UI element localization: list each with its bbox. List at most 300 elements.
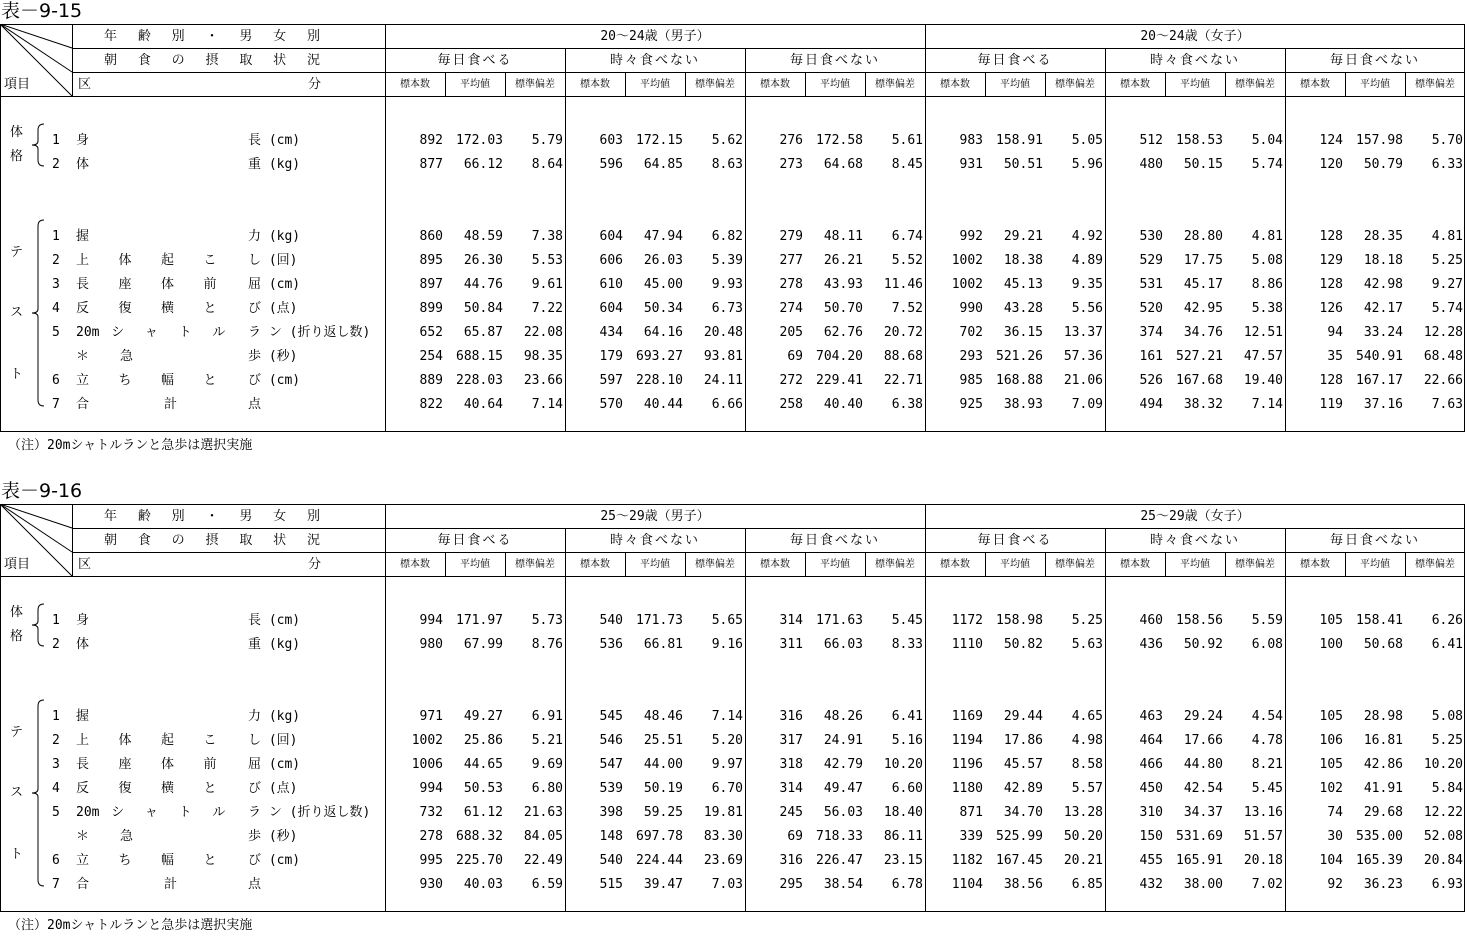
subheader: 標準偏差 [695,79,735,90]
data-cell: 718.33 [816,829,863,844]
data-cell: 172.03 [456,133,503,148]
row-unit: 点 [248,877,262,892]
data-cell: 12.22 [1423,805,1463,820]
row-label-char: シ [111,805,125,820]
header-rule [72,528,1465,529]
table-block [0,480,1466,948]
data-cell: 168.88 [996,373,1043,388]
data-cell: 4.81 [1251,229,1283,244]
data-cell: 930 [419,877,443,892]
data-cell: 6.70 [711,781,743,796]
data-cell: 994 [419,781,443,796]
group-title-female: 20～24歳（女子） [1140,29,1250,44]
data-cell: 18.40 [883,805,923,820]
data-cell: 47.57 [1243,349,1283,364]
data-cell: 527.21 [1176,349,1223,364]
data-cell: 228.03 [456,373,503,388]
row-label-char: 体 [161,757,175,772]
data-cell: 7.14 [531,397,563,412]
side-label-test: ト [10,367,24,382]
header-char: 女 [273,509,287,524]
header-rule [72,48,1465,49]
data-cell: 931 [959,157,983,172]
data-cell: 42.89 [1003,781,1043,796]
data-cell: 5.59 [1251,613,1283,628]
data-cell: 436 [1139,637,1163,652]
data-cell: 990 [959,301,983,316]
data-cell: 536 [599,637,623,652]
header-age-sex-label [104,29,320,45]
row-number: 2 [52,253,60,268]
data-cell: 596 [599,157,623,172]
data-cell: 899 [419,301,443,316]
data-cell: 34.76 [1183,325,1223,340]
data-cell: 105 [1319,709,1343,724]
data-cell: 570 [599,397,623,412]
subheader: 標本数 [1300,79,1330,90]
category-header: 時々食べない [609,53,700,68]
data-cell: 9.27 [1431,277,1463,292]
data-cell: 10.20 [1423,757,1463,772]
subheader: 標本数 [1120,79,1150,90]
data-cell: 693.27 [636,349,683,364]
data-cell: 293 [959,349,983,364]
row-unit: び (cm) [248,853,301,868]
row-label [76,253,246,269]
row-unit: ラ ン (折り返し数) [248,805,371,820]
data-cell: 38.00 [1183,877,1223,892]
row-label-char: 急 [120,349,134,364]
group-title-male: 25～29歳（男子） [600,509,710,524]
data-cell: 5.62 [711,133,743,148]
row-label-char: と [203,853,217,868]
header-char: 男 [239,509,253,524]
data-cell: 172.58 [816,133,863,148]
data-cell: 12.51 [1243,325,1283,340]
data-cell: 17.75 [1183,253,1223,268]
subheader: 標準偏差 [875,559,915,570]
row-label-char: 20m [76,325,100,340]
side-label-test: ト [10,847,24,862]
data-cell: 5.61 [891,133,923,148]
data-cell: 228.10 [636,373,683,388]
row-label-char: 起 [161,253,175,268]
brace-icon [30,480,50,900]
data-cell: 6.74 [891,229,923,244]
data-cell: 158.53 [1176,133,1223,148]
data-cell: 317 [779,733,803,748]
row-number: 7 [52,397,60,412]
header-breakfast-label [104,533,320,549]
subheader: 標準偏差 [695,559,735,570]
data-cell: 26.30 [463,253,503,268]
data-cell: 84.05 [523,829,563,844]
data-cell: 69 [787,829,803,844]
row-label-char: 体 [76,637,90,652]
data-cell: 466 [1139,757,1163,772]
data-cell: 9.16 [711,637,743,652]
subheader: 標準偏差 [515,559,555,570]
data-cell: 5.74 [1251,157,1283,172]
row-label-char: 長 [76,277,90,292]
data-cell: 6.91 [531,709,563,724]
row-label [76,781,246,797]
data-cell: 6.66 [711,397,743,412]
data-cell: 165.39 [1356,853,1403,868]
row-label [76,637,246,653]
data-cell: 8.64 [531,157,563,172]
data-cell: 50.34 [643,301,683,316]
row-unit: 長 (cm) [248,613,301,628]
row-label-char: ち [118,853,132,868]
header-char: ・ [205,29,219,44]
category-header: 毎日食べる [437,53,513,68]
header-char: 朝 [104,533,118,548]
data-cell: 224.44 [636,853,683,868]
data-cell: 6.73 [711,301,743,316]
data-cell: 34.37 [1183,805,1223,820]
data-cell: 86.11 [883,829,923,844]
row-label-char: ャ [144,325,158,340]
data-cell: 276 [779,133,803,148]
table-note: （注）20mシャトルランと急歩は選択実施 [8,918,253,933]
brace-path [32,124,44,166]
data-cell: 28.98 [1363,709,1403,724]
data-cell: 652 [419,325,443,340]
category-header: 時々食べない [1149,53,1240,68]
data-cell: 512 [1139,133,1163,148]
row-number: 4 [52,301,60,316]
data-cell: 273 [779,157,803,172]
header-item-label: 項目 [4,77,31,92]
data-cell: 43.28 [1003,301,1043,316]
data-cell: 98.35 [523,349,563,364]
header-char: 食 [137,53,151,68]
row-label-char: 復 [118,301,132,316]
data-cell: 460 [1139,613,1163,628]
data-cell: 1182 [951,853,983,868]
row-number: 2 [52,733,60,748]
row-number: 7 [52,877,60,892]
header-age-sex-label [104,509,320,525]
data-cell: 23.66 [523,373,563,388]
data-cell: 42.95 [1183,301,1223,316]
data-cell: 398 [599,805,623,820]
row-label-char: 20m [76,805,100,820]
data-cell: 7.14 [1251,397,1283,412]
side-label-test: ス [10,785,24,800]
data-cell: 316 [779,709,803,724]
data-cell: 44.65 [463,757,503,772]
subheader: 平均値 [1000,559,1030,570]
data-cell: 5.38 [1251,301,1283,316]
data-cell: 597 [599,373,623,388]
row-number: 3 [52,757,60,772]
data-cell: 704.20 [816,349,863,364]
data-cell: 22.08 [523,325,563,340]
data-cell: 158.56 [1176,613,1223,628]
data-cell: 171.73 [636,613,683,628]
brace-icon [30,0,50,420]
category-header: 毎日食べる [977,53,1053,68]
row-unit: ラ ン (折り返し数) [248,325,371,340]
subheader: 標本数 [1300,559,1330,570]
data-cell: 892 [419,133,443,148]
subheader: 標準偏差 [1055,79,1095,90]
data-cell: 526 [1139,373,1163,388]
subheader: 標準偏差 [1415,559,1455,570]
data-cell: 20.72 [883,325,923,340]
category-header: 時々食べない [1149,533,1240,548]
row-label [76,805,246,821]
data-cell: 38.32 [1183,397,1223,412]
data-cell: 6.41 [1431,637,1463,652]
data-cell: 604 [599,301,623,316]
data-cell: 1196 [951,757,983,772]
header-char: 男 [239,29,253,44]
data-cell: 29.24 [1183,709,1223,724]
row-unit: 屈 (cm) [248,757,301,772]
table-title: 表－9-15 [1,0,83,22]
data-cell: 51.57 [1243,829,1283,844]
row-label-char [120,877,164,893]
data-cell: 1180 [951,781,983,796]
data-cell: 7.14 [711,709,743,724]
header-rule [72,552,1465,553]
data-cell: 50.82 [1003,637,1043,652]
data-cell: 23.15 [883,853,923,868]
data-cell: 39.47 [643,877,683,892]
data-cell: 26.21 [823,253,863,268]
data-cell: 4.81 [1431,229,1463,244]
row-label [76,325,246,341]
data-cell: 314 [779,781,803,796]
data-cell: 8.33 [891,637,923,652]
data-cell: 129 [1319,253,1343,268]
data-cell: 1006 [411,757,443,772]
row-number: 2 [52,637,60,652]
category-header: 時々食べない [609,533,700,548]
data-cell: 5.96 [1071,157,1103,172]
data-cell: 1104 [951,877,983,892]
data-cell: 732 [419,805,443,820]
row-label [76,133,246,149]
data-cell: 225.70 [456,853,503,868]
data-cell: 6.41 [891,709,923,724]
row-label [76,349,246,365]
data-cell: 205 [779,325,803,340]
data-cell: 49.27 [463,709,503,724]
row-number: 1 [52,613,60,628]
data-cell: 33.24 [1363,325,1403,340]
data-cell: 8.45 [891,157,923,172]
data-cell: 897 [419,277,443,292]
data-cell: 59.25 [643,805,683,820]
subheader: 標本数 [580,559,610,570]
data-cell: 6.33 [1431,157,1463,172]
data-cell: 494 [1139,397,1163,412]
subheader: 標本数 [760,79,790,90]
header-char: 取 [239,53,253,68]
data-cell: 45.17 [1183,277,1223,292]
row-label-char: と [203,373,217,388]
data-cell: 6.38 [891,397,923,412]
row-label-char: 幅 [161,853,175,868]
data-cell: 5.70 [1431,133,1463,148]
row-label [76,709,246,725]
data-cell: 7.22 [531,301,563,316]
data-cell: 5.05 [1071,133,1103,148]
data-cell: 37.16 [1363,397,1403,412]
row-number: 5 [52,325,60,340]
row-unit: 重 (kg) [248,637,301,652]
row-label-char: 身 [76,133,90,148]
header-char: 年 [104,29,118,44]
row-label-char: 身 [76,613,90,628]
row-label [76,397,246,413]
data-cell: 67.99 [463,637,503,652]
data-cell: 128 [1319,373,1343,388]
data-cell: 171.97 [456,613,503,628]
data-cell: 94 [1327,325,1343,340]
row-label [76,373,246,389]
data-cell: 13.37 [1063,325,1103,340]
data-cell: 64.85 [643,157,683,172]
row-label-char: 体 [161,277,175,292]
subheader: 標本数 [400,79,430,90]
data-cell: 17.86 [1003,733,1043,748]
data-cell: 44.80 [1183,757,1223,772]
data-cell: 128 [1319,277,1343,292]
data-cell: 278 [779,277,803,292]
data-cell: 41.91 [1363,781,1403,796]
data-cell: 158.98 [996,613,1043,628]
data-cell: 50.70 [823,301,863,316]
row-label-char: 上 [76,253,90,268]
row-label-char: 体 [118,733,132,748]
data-cell: 889 [419,373,443,388]
row-label-char: 体 [76,157,90,172]
group-title-male: 20～24歳（男子） [600,29,710,44]
data-cell: 29.21 [1003,229,1043,244]
row-label-char: 幅 [161,373,175,388]
table-note: （注）20mシャトルランと急歩は選択実施 [8,438,253,453]
data-cell: 66.81 [643,637,683,652]
data-cell: 106 [1319,733,1343,748]
data-cell: 310 [1139,805,1163,820]
data-cell: 20.21 [1063,853,1103,868]
subheader: 標準偏差 [1055,559,1095,570]
data-cell: 546 [599,733,623,748]
data-cell: 29.68 [1363,805,1403,820]
brace-path [32,700,44,886]
side-label-taikaku: 体 [10,605,24,620]
data-cell: 4.65 [1071,709,1103,724]
data-cell: 128 [1319,229,1343,244]
header-rule [72,72,1465,73]
row-label-char: と [203,301,217,316]
header-char: の [171,533,185,548]
data-cell: 38.54 [823,877,863,892]
row-label-char: 立 [76,373,90,388]
data-cell: 66.12 [463,157,503,172]
data-cell: 21.63 [523,805,563,820]
data-cell: 314 [779,613,803,628]
data-cell: 43.93 [823,277,863,292]
row-label-char: 起 [161,733,175,748]
subheader: 平均値 [1180,559,1210,570]
data-cell: 5.08 [1431,709,1463,724]
data-cell: 148 [599,829,623,844]
subheader: 標本数 [760,559,790,570]
subheader: 平均値 [460,79,490,90]
category-header: 毎日食べない [789,53,880,68]
data-cell: 22.49 [523,853,563,868]
data-cell: 102 [1319,781,1343,796]
data-cell: 434 [599,325,623,340]
data-cell: 985 [959,373,983,388]
data-cell: 6.82 [711,229,743,244]
data-cell: 5.45 [1251,781,1283,796]
data-cell: 8.58 [1071,757,1103,772]
data-cell: 50.68 [1363,637,1403,652]
side-label-taikaku: 格 [10,149,24,164]
data-cell: 29.44 [1003,709,1043,724]
row-label-char: ト [178,325,192,340]
row-unit: し (回) [248,253,298,268]
data-cell: 69 [787,349,803,364]
data-cell: 22.71 [883,373,923,388]
data-cell: 50.92 [1183,637,1223,652]
header-kubun-right: 分 [308,77,322,92]
data-cell: 44.76 [463,277,503,292]
data-cell: 20.18 [1243,853,1283,868]
data-cell: 860 [419,229,443,244]
data-cell: 65.87 [463,325,503,340]
subheader: 平均値 [1180,79,1210,90]
data-cell: 877 [419,157,443,172]
header-char: 年 [104,509,118,524]
data-cell: 20.84 [1423,853,1463,868]
data-cell: 521.26 [996,349,1043,364]
data-cell: 925 [959,397,983,412]
data-cell: 5.25 [1431,733,1463,748]
data-cell: 258 [779,397,803,412]
data-cell: 4.54 [1251,709,1283,724]
data-cell: 24.11 [703,373,743,388]
data-cell: 120 [1319,157,1343,172]
data-cell: 50.84 [463,301,503,316]
row-label-char: ャ [144,805,158,820]
data-cell: 278 [419,829,443,844]
data-cell: 1169 [951,709,983,724]
data-cell: 66.03 [823,637,863,652]
data-cell: 1002 [951,253,983,268]
data-cell: 68.48 [1423,349,1463,364]
subheader: 標本数 [940,79,970,90]
data-cell: 688.15 [456,349,503,364]
subheader: 標準偏差 [875,79,915,90]
data-cell: 165.91 [1176,853,1223,868]
data-cell: 34.70 [1003,805,1043,820]
data-cell: 11.46 [883,277,923,292]
side-label-test: ス [10,305,24,320]
data-cell: 822 [419,397,443,412]
row-label-char: 反 [76,301,90,316]
data-cell: 992 [959,229,983,244]
data-cell: 610 [599,277,623,292]
data-cell: 229.41 [816,373,863,388]
